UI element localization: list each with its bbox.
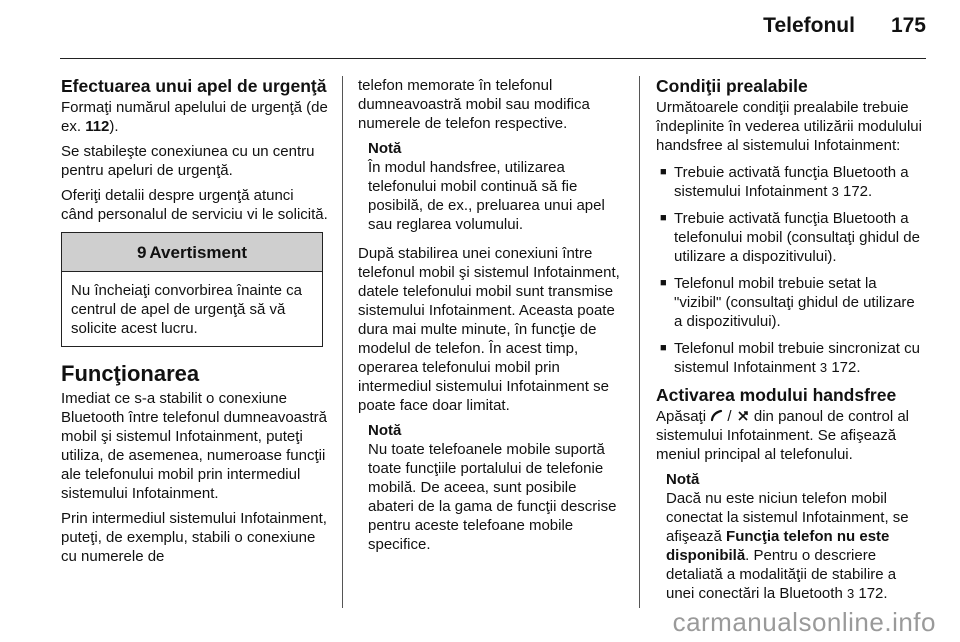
column-1 xyxy=(61,76,329,572)
bullet-square-icon: ■ xyxy=(660,166,667,178)
note-body: În modul handsfree, utilizarea telefonului mobil continuă să fie posibilă, de ex., preluarea unui apel sau reglarea volumului. xyxy=(368,159,605,233)
text: Formaţi numărul apelului de urgenţă (de ex. xyxy=(61,99,328,135)
phone-call-icon xyxy=(710,409,723,422)
warning-title: Avertisment xyxy=(149,242,248,262)
item-text: Trebuie activată funcţia Bluetooth a telefonului mobil (consultaţi ghidul de utilizare a dispozitivului). xyxy=(674,210,920,265)
note-title: Notă xyxy=(368,422,402,439)
warning-box xyxy=(61,232,323,347)
list-item xyxy=(656,163,926,201)
text: din panoul de control al sistemului Infotainment. Se afişează meniul principal al telefonului. xyxy=(656,408,909,463)
heading-activate-handsfree: Activarea modului handsfree xyxy=(656,385,897,405)
heading-emergency-call: Efectuarea unui apel de urgenţă xyxy=(61,76,327,96)
emergency-number: 112 xyxy=(85,118,110,135)
warning-triangle-icon: 9 xyxy=(136,242,147,262)
page-ref-arrow-icon: 3 xyxy=(831,184,839,199)
column-3 xyxy=(656,76,926,613)
watermark: carmanualsonline.info xyxy=(672,607,936,637)
page-ref: 172. xyxy=(831,359,861,376)
paragraph-infotainment: Prin intermediul sistemului Infotainment, puteţi, de exemplu, stabili o conexiune cu numerele de xyxy=(61,510,327,565)
heading-operation: Funcţionarea xyxy=(61,361,200,386)
heading-prerequisites: Condiţii prealabile xyxy=(656,76,808,96)
paragraph-details: Oferiţi detalii despre urgenţă atunci când personalul de serviciu vi le solicită. xyxy=(61,187,328,223)
page-ref-arrow-icon: 3 xyxy=(819,360,828,375)
paragraph-data-transfer: După stabilirea unei conexiuni între telefonul mobil şi sistemul Infotainment, datele telefonului mobil sunt transmise sistemului Infotainment. Aceasta poate dura mai multe minute, în funcţie de modelul de telefon. În acest timp, operarea telefonului mobil prin intermediul sistemului Infotainment se poate face doar limitat. xyxy=(358,245,620,414)
note-no-phone xyxy=(666,470,926,603)
text: ). xyxy=(109,118,119,135)
item-text: Telefonul mobil trebuie setat la "vizibil" (consultaţi ghidul de utilizare a dispozitivului). xyxy=(674,275,915,330)
page-number: 175 xyxy=(890,14,926,37)
note-body: Dacă nu este niciun telefon mobil conectat la sistemul Infotainment, se afişează xyxy=(666,490,909,545)
page-header xyxy=(763,14,926,50)
phone-hangup-icon xyxy=(736,409,750,422)
note-title: Notă xyxy=(666,471,700,488)
page-ref: 172. xyxy=(858,585,888,602)
list-item xyxy=(656,209,926,266)
bullet-square-icon: ■ xyxy=(660,342,667,354)
paragraph-connection: Se stabileşte conexiunea cu un centru pentru apeluri de urgenţă. xyxy=(61,143,315,179)
list-item xyxy=(656,339,926,377)
header-rule xyxy=(60,58,926,59)
paragraph-prerequisites: Următoarele condiţii prealabile trebuie îndeplinite în vederea utilizării modulului handsfree al sistemului Infotainment: xyxy=(656,99,922,154)
text: Apăsaţi xyxy=(656,408,711,425)
item-text: Telefonul mobil trebuie sincronizat cu sistemul Infotainment xyxy=(674,340,920,376)
column-2 xyxy=(358,76,623,564)
column-divider-2 xyxy=(639,76,640,608)
note-handsfree xyxy=(368,139,623,234)
note-title: Notă xyxy=(368,140,402,157)
note-body: Nu toate telefoanele mobile suportă toate funcţiile portalului de telefonie mobilă. De aceea, sunt posibile abateri de la gama de funcţii descrise pentru aceste telefoane mobile specifice. xyxy=(368,441,617,553)
note-body: . Pentru o descriere detaliată a modalităţii de stabilire a unei conectări la Bluetooth xyxy=(666,547,897,602)
list-item xyxy=(656,274,926,331)
warning-header xyxy=(62,233,322,272)
bullet-square-icon: ■ xyxy=(660,277,667,289)
text: / xyxy=(723,408,736,425)
message-label: Funcţia telefon nu este disponibilă xyxy=(666,528,890,564)
note-phone-support xyxy=(368,421,623,554)
bullet-square-icon: ■ xyxy=(660,212,667,224)
section-title: Telefonul xyxy=(763,14,855,37)
warning-body: Nu încheiaţi convorbirea înainte ca centrul de apel de urgenţă să vă solicite acest lucru. xyxy=(71,282,302,337)
paragraph-phone-numbers: telefon memorate în telefonul dumneavoastră mobil sau modifica numerele de telefon respective. xyxy=(358,77,590,132)
paragraph-dial xyxy=(61,98,329,136)
paragraph-operation: Imediat ce s-a stabilit o conexiune Bluetooth între telefonul dumneavoastră mobil şi sistemul Infotainment, puteţi utiliza, de asemenea, numeroase funcţii ale telefonului mobil prin intermediul sistemului Infotainment. xyxy=(61,390,328,502)
page-ref-arrow-icon: 3 xyxy=(846,586,855,601)
column-divider-1 xyxy=(342,76,343,608)
item-text: Trebuie activată funcţia Bluetooth a sistemului Infotainment xyxy=(674,164,909,200)
prerequisite-list xyxy=(656,163,926,377)
paragraph-press xyxy=(656,407,926,464)
page-ref: 172. xyxy=(842,183,873,200)
